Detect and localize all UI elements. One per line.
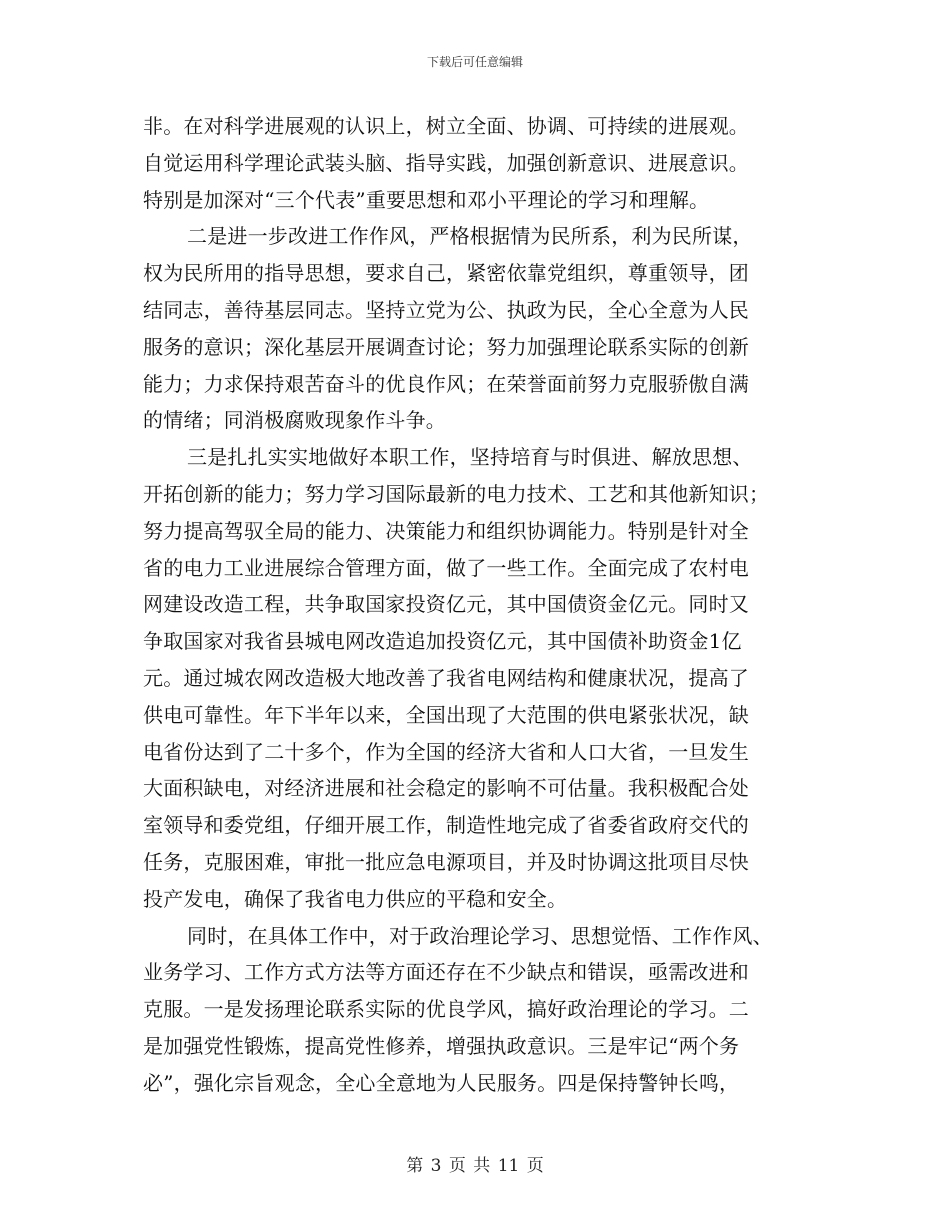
- text-line: 任务，克服困难，审批一批应急电源项目，并及时协调这批项目尽快: [143, 849, 749, 874]
- text-line: 网建设改造工程，共争取国家投资亿元，其中国债资金亿元。同时又: [143, 592, 749, 617]
- text-line: 结同志，善待基层同志。坚持立党为公、执政为民，全心全意为人民: [143, 297, 749, 322]
- paragraph-first-line: 二是进一步改进工作作风，严格根据情为民所系，利为民所谋，: [187, 224, 753, 249]
- text-line: 省的电力工业进展综合管理方面，做了一些工作。全面完成了农村电: [143, 555, 749, 580]
- text-line: 元。通过城农网改造极大地改善了我省电网结构和健康状况，提高了: [143, 665, 749, 690]
- text-line: 供电可靠性。年下半年以来，全国出现了大范围的供电紧张状况，缺: [143, 702, 749, 727]
- text-line: 争取国家对我省县城电网改造追加投资亿元，其中国债补助资金1亿: [143, 629, 742, 654]
- text-line: 大面积缺电，对经济进展和社会稳定的影响不可估量。我积极配合处: [143, 776, 749, 801]
- document-body: [143, 108, 803, 1102]
- page-footer: 第 3 页 共 11 页: [406, 1156, 544, 1176]
- text-line: 室领导和委党组，仔细开展工作，制造性地完成了省委省政府交代的: [143, 813, 749, 838]
- text-line: 非。在对科学进展观的认识上，树立全面、协调、可持续的进展观。: [143, 114, 749, 138]
- text-line: 投产发电，确保了我省电力供应的平稳和安全。: [143, 886, 568, 911]
- text-line: 能力；力求保持艰苦奋斗的优良作风；在荣誉面前努力克服骄傲自满: [143, 371, 749, 396]
- text-line: 开拓创新的能力；努力学习国际最新的电力技术、工艺和其他新知识；: [143, 481, 770, 506]
- text-line: 业务学习、工作方式方法等方面还存在不少缺点和错误，亟需改进和: [143, 960, 749, 985]
- text-line: 权为民所用的指导思想，要求自己，紧密依靠党组织，尊重领导，团: [143, 261, 749, 286]
- page-header: 下载后可任意编辑: [426, 55, 523, 69]
- text-line: 克服。一是发扬理论联系实际的优良学风，搞好政治理论的学习。二: [143, 997, 749, 1022]
- text-line: 电省份达到了二十多个，作为全国的经济大省和人口大省，一旦发生: [143, 739, 749, 764]
- text-line: 服务的意识；深化基层开展调查讨论；努力加强理论联系实际的创新: [143, 334, 749, 359]
- text-line: 必”，强化宗旨观念，全心全意地为人民服务。四是保持警钟长鸣，: [143, 1070, 740, 1095]
- paragraph-first-line: 三是扎扎实实地做好本职工作，坚持培育与时俱进、解放思想、: [187, 445, 753, 470]
- text-line: 特别是加深对“三个代表”重要思想和邓小平理论的学习和理解。: [143, 187, 710, 212]
- text-line: 的情绪；同消极腐败现象作斗争。: [143, 408, 446, 433]
- text-line: 是加强党性锻炼，提高党性修养，增强执政意识。三是牢记“两个务: [143, 1033, 740, 1058]
- text-line: 努力提高驾驭全局的能力、决策能力和组织协调能力。特别是针对全: [143, 518, 749, 543]
- paragraph-first-line: 同时，在具体工作中，对于政治理论学习、思想觉悟、工作作风、: [187, 923, 773, 948]
- text-line: 自觉运用科学理论武装头脑、指导实践，加强创新意识、进展意识。: [143, 150, 749, 175]
